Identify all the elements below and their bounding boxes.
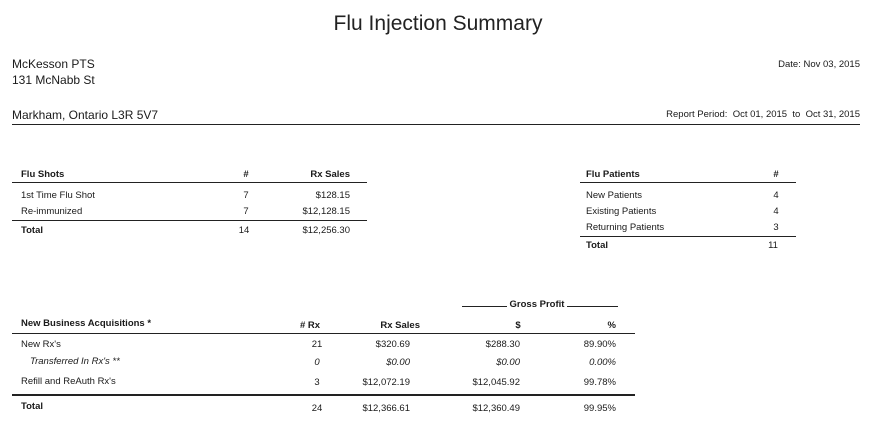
flu-patients-total-label: Total [586,240,608,251]
acquisitions-row-label: Transferred In Rx's ** [30,356,120,367]
flu-shots-row-count: 7 [243,206,249,217]
acquisitions-row-pct: 99.78% [583,377,616,388]
flu-shots-row-label: Re-immunized [21,206,83,217]
acquisitions-header-profit: $ [515,320,521,331]
period-to-word: to [792,109,801,120]
period-to: Oct 31, 2015 [805,109,860,120]
flu-shots-header-sales: Rx Sales [310,169,350,180]
report-period [666,109,860,120]
period-label: Report Period: [666,109,728,120]
report-date: Date: Nov 03, 2015 [778,59,860,70]
flu-shots-total-label: Total [21,225,43,236]
flu-shots-total-rule [12,220,367,221]
flu-patients-row-label: New Patients [586,190,642,201]
acquisitions-header-sales: Rx Sales [380,320,420,331]
acquisitions-header-rx: # Rx [299,320,321,331]
acquisitions-row-sales: $0.00 [386,357,410,368]
flu-shots-row-count: 7 [243,190,249,201]
flu-shots-header-count: # [243,169,249,180]
acquisitions-row-label: Refill and ReAuth Rx's [21,376,116,387]
flu-patients-header-count: # [773,169,779,180]
company-name: McKesson PTS [12,57,95,71]
acquisitions-row-sales: $320.69 [375,339,410,350]
gross-profit-header: Gross Profit [509,299,565,310]
acquisitions-row-rx: 3 [314,377,320,388]
flu-patients-row-count: 4 [773,206,779,217]
acquisitions-row-profit: $0.00 [496,357,520,368]
acquisitions-header-label: New Business Acquisitions * [21,318,152,329]
acquisitions-row-rx: 21 [311,339,323,350]
gross-profit-rule-left [462,306,507,307]
acquisitions-total-rule [12,394,635,396]
flu-shots-total-count: 14 [238,225,250,236]
acquisitions-total-sales: $12,366.61 [362,403,410,414]
header-divider [12,124,860,125]
flu-patients-row-label: Returning Patients [586,222,665,233]
flu-patients-row-count: 4 [773,190,779,201]
flu-patients-header-label: Flu Patients [586,169,640,180]
flu-shots-header-rule [12,182,367,183]
flu-patients-header-rule [580,182,796,183]
gross-profit-rule-right [567,306,618,307]
flu-patients-total-count: 11 [768,240,778,251]
city-address: Markham, Ontario L3R 5V7 [12,108,159,122]
flu-shots-row-sales: $128.15 [315,190,350,201]
period-from: Oct 01, 2015 [732,109,788,120]
acquisitions-row-label: New Rx's [21,339,61,350]
acquisitions-row-profit: $288.30 [485,339,520,350]
acquisitions-row-profit: $12,045.92 [472,377,520,388]
acquisitions-total-profit: $12,360.49 [472,403,520,414]
flu-patients-row-label: Existing Patients [586,206,657,217]
acquisitions-row-pct: 0.00% [589,357,616,368]
flu-shots-row-sales: $12,128.15 [302,206,350,217]
acquisitions-row-sales: $12,072.19 [362,377,410,388]
acquisitions-total-pct: 99.95% [583,403,616,414]
flu-shots-total-sales: $12,256.30 [302,225,350,236]
acquisitions-header-pct: % [607,320,616,331]
acquisitions-row-rx: 0 [314,357,320,368]
acquisitions-total-rx: 24 [311,403,323,414]
acquisitions-row-pct: 89.90% [583,339,616,350]
acquisitions-header-rule [12,333,635,334]
acquisitions-total-label: Total [21,401,43,412]
flu-shots-row-label: 1st Time Flu Shot [21,190,95,201]
flu-patients-row-count: 3 [773,222,779,233]
flu-patients-total-rule [580,236,796,237]
report-title: Flu Injection Summary [333,12,543,35]
flu-shots-header-label: Flu Shots [21,169,65,180]
street-address: 131 McNabb St [12,73,95,87]
